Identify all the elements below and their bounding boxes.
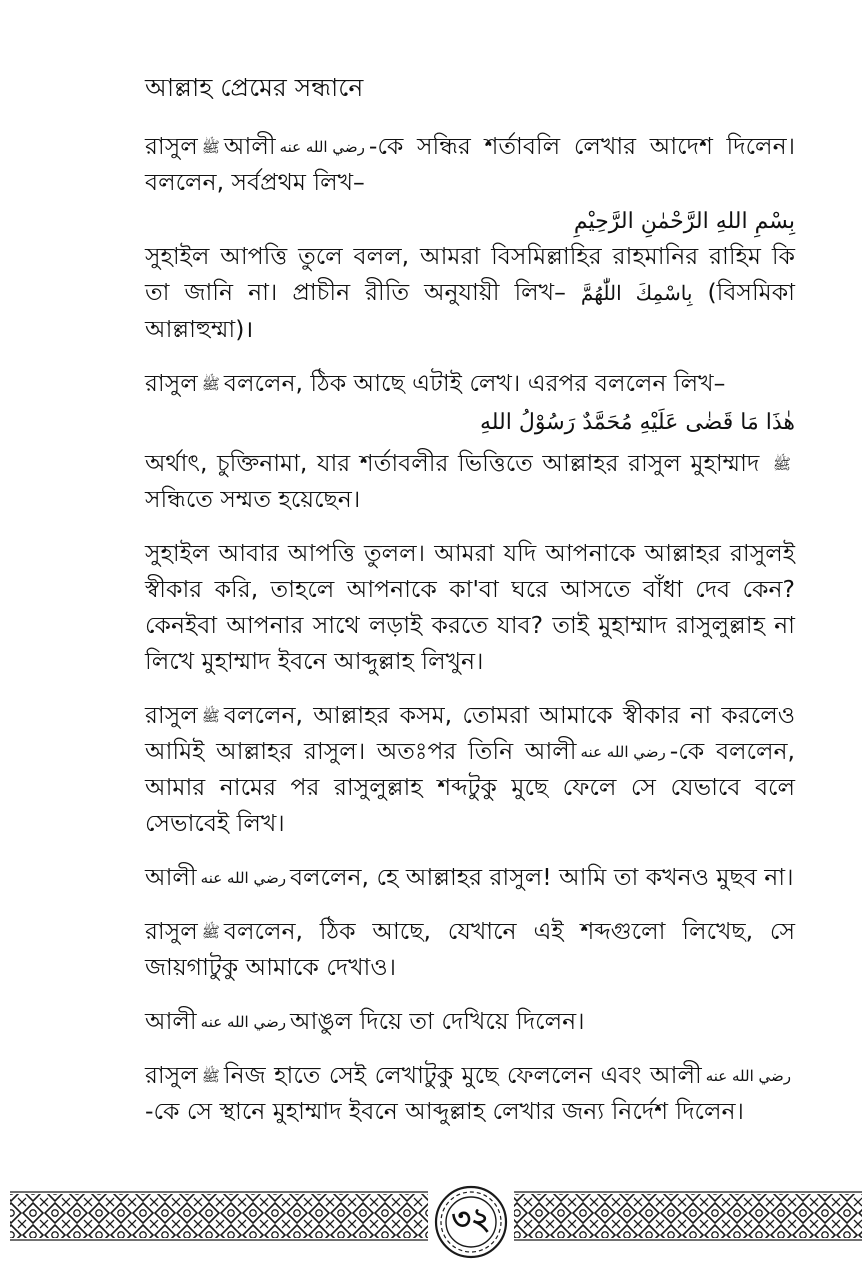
companion-honorific-icon: رضي الله عنه — [279, 138, 365, 156]
prophet-honorific-icon: ﷺ — [201, 707, 220, 725]
paragraph-6 — [145, 697, 795, 841]
p1-text-b: আলী — [223, 132, 276, 160]
p8-text-a: রাসুল — [145, 917, 198, 945]
paragraph-7 — [145, 859, 795, 895]
p2-text-b: (বিসমিকা আল্লাহুম্মা)। — [145, 278, 795, 343]
companion-honorific-icon: رضي الله عنه — [705, 1067, 791, 1085]
body-text — [145, 128, 795, 1147]
p10-text-c: -কে সে স্থানে মুহাম্মাদ ইবনে আব্দুল্লাহ লেখার জন্য নির্দেশ দিলেন। — [145, 1097, 744, 1125]
paragraph-10 — [145, 1057, 795, 1129]
arabic-basmala: بِسْمِ اللهِ الرَّحْمٰنِ الرَّحِيْمِ — [573, 209, 795, 234]
paragraph-5: সুহাইল আবার আপত্তি তুলল। আমরা যদি আপনাকে আল্লাহর রাসুলই স্বীকার করি, তাহলে আপনাকে কা'বা ঘরে আসতে বাঁধা দেব কেন? কেনইবা আপনার সাথে লড়াই করতে যাব? তাই মুহাম্মাদ রাসুলুল্লাহ না লিখে মুহাম্মাদ ইবনে আব্দুল্লাহ লিখুন। — [145, 539, 795, 675]
page-number: ৩২ — [451, 1202, 491, 1237]
p2-arabic-inline: بِاسْمِكَ اللّٰهُمَّ — [580, 281, 693, 305]
p3-text-b: বললেন, ঠিক আছে এটাই লেখ। এরপর বললেন লিখ– — [223, 369, 726, 397]
p3-text-a: রাসুল — [145, 369, 198, 397]
paragraph-2 — [145, 238, 795, 347]
p7-text-a: আলী — [145, 863, 197, 891]
prophet-honorific-icon: ﷺ — [201, 923, 220, 941]
paragraph-1 — [145, 128, 795, 200]
p6-text-c: -কে বললেন, আমার নামের পর রাসুলুল্লাহ শব্দটুকু মুছে ফেলে সে যেভাবে বলে সেভাবেই লিখ। — [145, 737, 796, 837]
p2-text-a: সুহাইল আপত্তি তুলে বলল, আমরা বিসমিল্লাহির রাহমানির রাহিম কি তা জানি না। প্রাচীন রীতি অনুযায়ী লিখ– — [145, 242, 795, 306]
paragraph-9 — [145, 1003, 795, 1039]
companion-honorific-icon: رضي الله عنه — [200, 1013, 286, 1031]
prophet-honorific-icon: ﷺ — [772, 455, 791, 473]
running-head: আল্লাহ প্রেমের সন্ধানে — [145, 73, 364, 102]
paragraph-8 — [145, 913, 795, 985]
p1-text-a: রাসুল — [145, 132, 198, 160]
companion-honorific-icon: رضي الله عنه — [200, 869, 286, 887]
prophet-honorific-icon: ﷺ — [201, 1067, 220, 1085]
p9-text-b: আঙুল দিয়ে তা দেখিয়ে দিলেন। — [289, 1007, 585, 1035]
paragraph-4 — [145, 445, 795, 517]
p6-text-b: বললেন, আল্লাহর কসম, তোমরা আমাকে স্বীকার না করলেও আমিই আল্লাহর রাসুল। অতঃপর তিনি আলী — [145, 701, 795, 765]
p8-text-b: বললেন, ঠিক আছে, যেখানে এই শব্দগুলো লিখেছ, সে জায়গাটুকু আমাকে দেখাও। — [145, 917, 795, 981]
prophet-honorific-icon: ﷺ — [201, 375, 220, 393]
arabic-hadha: هٰذَا مَا قَضٰى عَلَيْهِ مُحَمَّدٌ رَسُوْلُ اللهِ — [479, 410, 795, 435]
p1-text-c: -কে সন্ধির শর্তাবলি লেখার আদেশ দিলেন। বললেন, সর্বপ্রথম লিখ– — [145, 132, 795, 196]
p7-text-b: বললেন, হে আল্লাহর রাসুল! আমি তা কখনও মুছব না। — [289, 863, 794, 891]
prophet-honorific-icon: ﷺ — [201, 138, 220, 156]
p10-text-a: রাসুল — [145, 1061, 198, 1089]
companion-honorific-icon: رضي الله عنه — [580, 743, 666, 761]
p4-text-b: সন্ধিতে সম্মত হয়েছেন। — [145, 485, 361, 513]
paragraph-3 — [145, 365, 795, 401]
p4-text-a: অর্থাৎ, চুক্তিনামা, যার শর্তাবলীর ভিত্তিতে আল্লাহর রাসুল মুহাম্মাদ — [145, 449, 760, 477]
p6-text-a: রাসুল — [145, 701, 198, 729]
p9-text-a: আলী — [145, 1007, 197, 1035]
p10-text-b: নিজ হাতে সেই লেখাটুকু মুছে ফেললেন এবং আলী — [223, 1061, 702, 1089]
